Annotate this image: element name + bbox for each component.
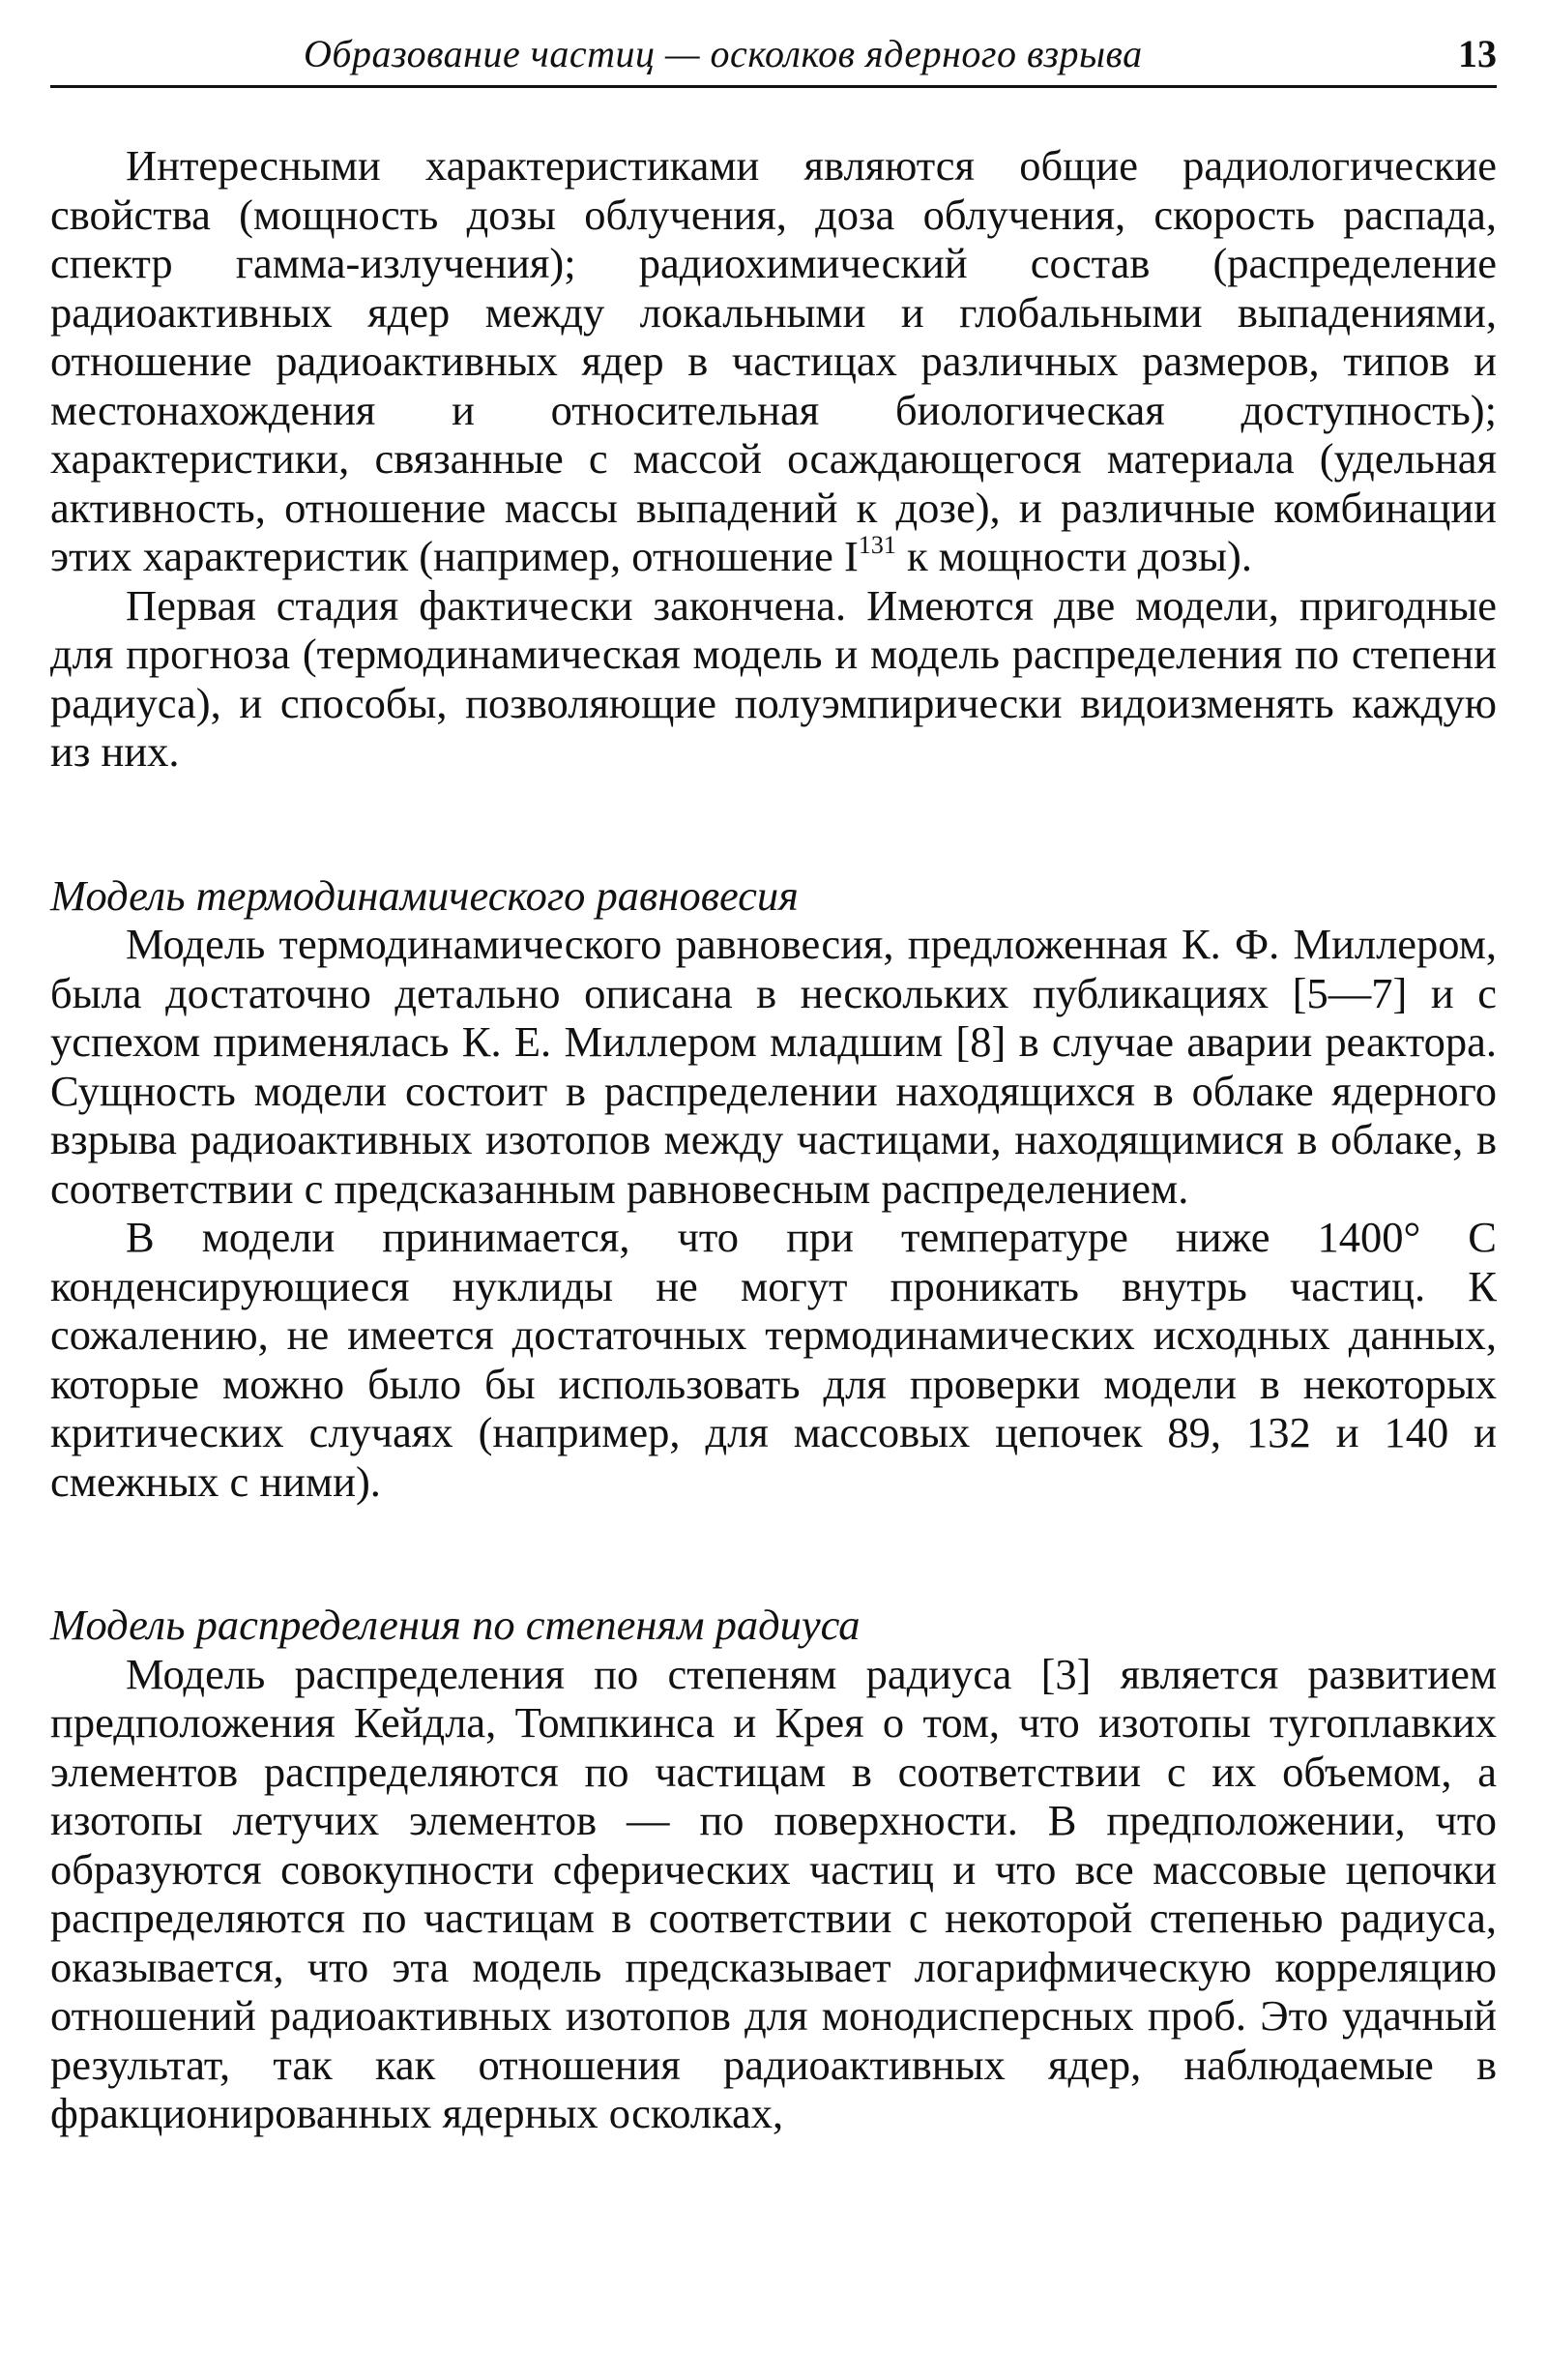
paragraph-model-assumption: В модели принимается, что при температуре ниже 1400° С конденсирующиеся нуклиды не могут проникать внутрь частиц. К сожалению, не имеется достаточных термодинамических исходных данных, которые можно было бы использовать для проверки модели в некоторых критических случаях (например, для массовых цепочек 89, 132 и 140 и смежных с ними). xyxy=(50,1213,1497,1506)
isotope-superscript: 131 xyxy=(858,531,896,559)
paragraph-first-stage: Первая стадия фактически закончена. Имеются две модели, пригодные для прогноза (термодинамическая модель и модель распределения по степени радиуса), и способы, позволяющие полуэмпирически видоизменять каждую из них. xyxy=(50,580,1497,776)
section-gap xyxy=(50,1506,1497,1601)
paragraph-radiological-characteristics xyxy=(50,141,1497,581)
paragraph-text: Интересными характеристиками являются общие радиологические свойства (мощность дозы облучения, доза облучения, скорость распада, спектр гамма-излучения); радиохимический состав (распределение радиоактивных ядер между локальными и глобальными выпадениями, отношение радиоактивных ядер в частицах различных размеров, типов и местонахождения и относительная биологическая доступность); характеристики, связанные с массой осаждающегося материала (удельная активность, отношение массы выпадений к дозе), и различные комбинации этих характеристик (например, отношение I xyxy=(50,141,1497,580)
paragraph-thermodynamic-model: Модель термодинамического равновесия, предложенная К. Ф. Миллером, была достаточно детально описана в нескольких публикациях [5—7] и с успехом применялась К. Е. Миллером младшим [8] в случае аварии реактора. Сущность модели состоит в распределении находящихся в облаке ядерного взрыва радиоактивных изотопов между частицами, находящимися в облаке, в соответствии с предсказанным равновесным распределением. xyxy=(50,920,1497,1213)
section-gap xyxy=(50,777,1497,871)
paragraph-text-tail: к мощности дозы). xyxy=(895,532,1252,580)
section-heading-radius-model: Модель распределения по степеням радиуса xyxy=(50,1601,861,1649)
running-title: Образование частиц — осколков ядерного взрыва xyxy=(304,32,1143,75)
book-page xyxy=(50,0,1497,2380)
page-number: 13 xyxy=(1458,32,1497,75)
paragraph-radius-model: Модель распределения по степеням радиуса [3] является развитием предположения Кейдла, Томпкинса и Крея о том, что изотопы тугоплавких элементов распределяются по частицам в соответствии с их объемом, а изотопы летучих элементов — по поверхности. В предположении, что образуются совокупности сферических частиц и что все массовые цепочки распределяются по частицам в соответствии с некоторой степенью радиуса, оказывается, что эта модель предсказывает логарифмическую корреляцию отношений радиоактивных изотопов для монодисперсных проб. Это удачный результат, так как отношения радиоактивных ядер, наблюдаемые в фракционированных ядерных осколках, xyxy=(50,1649,1497,2137)
running-header xyxy=(50,27,1497,88)
section-heading-thermodynamic-model: Модель термодинамического равновесия xyxy=(50,870,799,920)
body-text xyxy=(50,141,1497,2138)
